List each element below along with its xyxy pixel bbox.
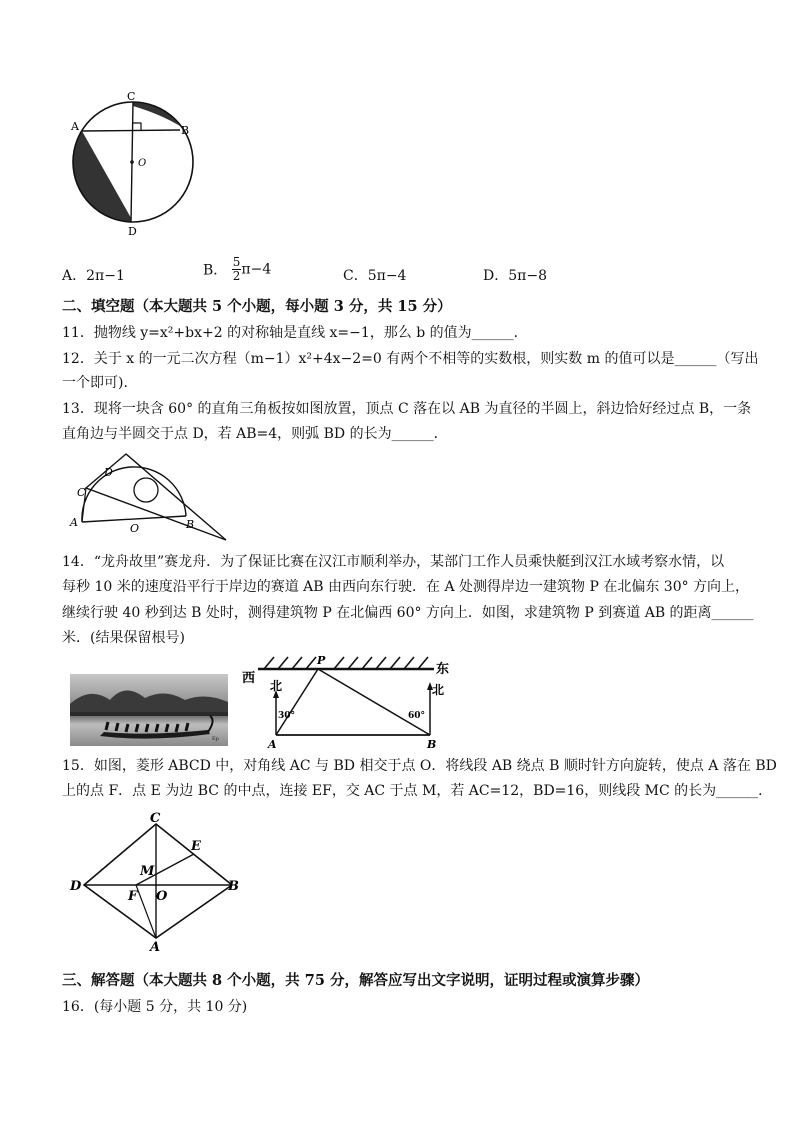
q13-line1: 13．现将一块含 60° 的直角三角板按如图放置，顶点 C 落在以 AB 为直径的半圆上，斜边恰好经过点 B，一条 [62, 401, 752, 417]
label-angle-b: 60° [408, 711, 426, 721]
option-c-label: C． [343, 268, 368, 284]
label-b: B [186, 518, 195, 531]
option-b-denominator: 2 [232, 269, 241, 283]
option-b-numerator: 5 [232, 255, 241, 269]
label-a: A [71, 120, 79, 133]
label-north-a: 北 [270, 679, 283, 693]
label-west: 西 [242, 671, 256, 686]
chord-ab [82, 130, 180, 131]
semicircle-figure-q13 [66, 448, 236, 544]
option-d-value: 5π−8 [508, 268, 547, 284]
option-b-fraction [232, 256, 242, 283]
option-b [203, 256, 271, 283]
option-b-label: B． [203, 262, 228, 279]
q14-line1: 14．“龙舟故里”赛龙舟．为了保证比赛在汉江市顺利举办，某部门工作人员乘快艇到汉江水域考察水情，以 [62, 554, 725, 570]
section2-heading: 二、填空题（本大题共 5 个小题，每小题 3 分，共 15 分） [62, 298, 452, 315]
label-east: 东 [436, 662, 450, 677]
section3-heading: 三、解答题（本大题共 8 个小题，共 75 分，解答应写出文字说明，证明过程或演算步骤） [62, 972, 649, 989]
line-bp [318, 669, 430, 735]
label-c: C [150, 812, 161, 826]
label-b: B [427, 738, 437, 751]
q12-line2: 一个即可)． [62, 375, 138, 391]
rhombus-figure-q15 [66, 812, 256, 954]
label-b: B [228, 879, 239, 894]
semicircle-arc [82, 467, 186, 522]
label-b: B [181, 124, 190, 137]
bearing-diagram-q14 [238, 652, 460, 752]
option-c-value: 5π−4 [367, 268, 407, 284]
right-angle-mark [133, 123, 141, 130]
label-d: D [70, 879, 82, 894]
q14-line4: 米．(结果保留根号) [62, 630, 185, 646]
label-f: F [128, 889, 138, 904]
option-a-label: A． [62, 268, 87, 284]
q14-line2: 每秒 10 米的速度沿平行于岸边的赛道 AB 由西向东行驶．在 A 处测得岸边一建筑物 P 在北偏东 30° 方向上， [62, 579, 750, 595]
inner-hole [134, 478, 158, 502]
label-m: M [140, 864, 155, 879]
option-b-tail: π−4 [241, 261, 272, 278]
label-angle-a: 30° [278, 711, 296, 721]
option-d-label: D． [483, 268, 509, 284]
dragon-boat-photo [70, 674, 228, 746]
circle-figure-q10 [60, 90, 230, 240]
line-ap [276, 669, 318, 735]
shaded-left-region [73, 131, 131, 222]
option-a [62, 265, 125, 285]
label-c: C [127, 90, 136, 103]
label-a: A [70, 516, 78, 529]
label-a: A [268, 738, 277, 751]
q13-line2: 直角边与半圆交于点 D，若 AB=4，则弧 BD 的长为______． [62, 426, 448, 442]
option-d [483, 265, 547, 285]
label-o: O [138, 158, 147, 169]
label-d: D [104, 466, 113, 479]
photo-scene [70, 674, 228, 746]
q14-line3: 继续行驶 40 秒到达 B 处时，测得建筑物 P 在北偏西 60° 方向上．如图，求建筑物 P 到赛道 AB 的距离______ [62, 605, 754, 621]
q11-text: 11．抛物线 y=x²+bx+2 的对称轴是直线 x=−1，那么 b 的值为______． [62, 325, 528, 341]
label-e: E [191, 839, 201, 854]
option-c [343, 265, 406, 285]
label-a: A [150, 940, 161, 954]
shore-hatching [264, 657, 428, 669]
rhombus-abcd [84, 824, 232, 938]
photo-caption: Ep [212, 736, 219, 742]
label-p: P [317, 654, 326, 667]
q15-line2: 上的点 F．点 E 为边 BC 的中点，连接 EF，交 AC 于点 M，若 AC=12，BD=16，则线段 MC 的长为______． [62, 783, 773, 799]
q15-line1: 15．如图，菱形 ABCD 中，对角线 AC 与 BD 相交于点 O．将线段 AB 绕点 B 顺时针方向旋转，使点 A 落在 BD [62, 758, 777, 774]
q12-line1: 12．关于 x 的一元二次方程（m−1）x²+4x−2=0 有两个不相等的实数根，则实数 m 的值可以是______（写出 [62, 351, 759, 367]
label-d: D [128, 225, 137, 238]
center-point [130, 160, 134, 164]
label-o: O [130, 522, 140, 535]
label-c: C [77, 486, 86, 499]
q16-text: 16．(每小题 5 分，共 10 分) [62, 999, 248, 1015]
label-o: O [156, 889, 168, 904]
option-a-value: 2π−1 [86, 268, 125, 284]
label-north-b: 北 [432, 683, 445, 697]
